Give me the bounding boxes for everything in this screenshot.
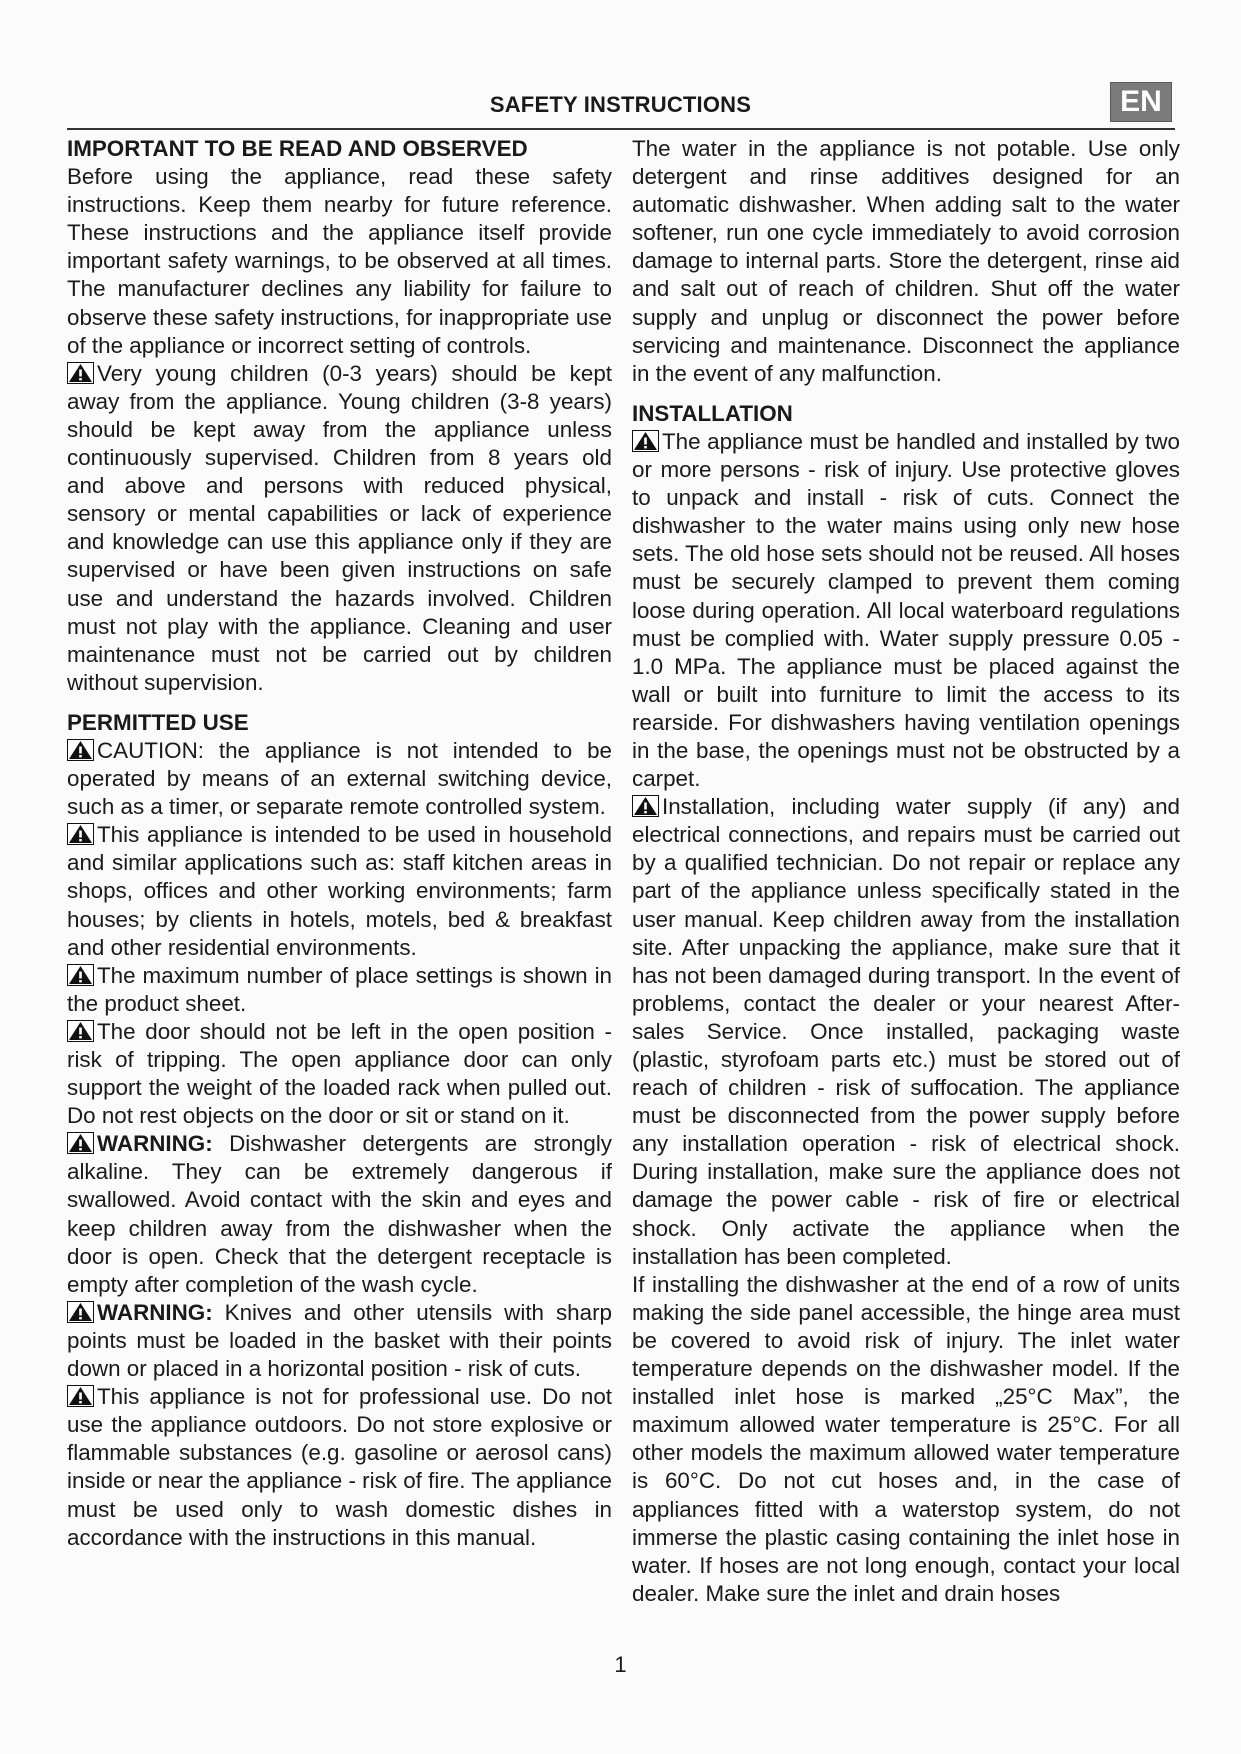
paragraph-children-text: Very young children (0-3 years) should be kept away from the appliance. Young children (3-8 years) should be kept away from the appliance unless continuously supervised. Children from 8 years old and above and persons with reduced physical, sensory or mental capabilities or lack of experience and knowledge can use this appliance only if they are supervised or have been given instructions on safe use and understand the hazards involved. Children must not play with the appliance. Cleaning and user maintenance must not be carried out by children without supervision. <box>67 360 612 695</box>
paragraph-caution-text: CAUTION: the appliance is not intended to be operated by means of an external switching device, such as a timer, or separate remote controlled system. <box>67 737 612 820</box>
section-heading-important: IMPORTANT TO BE READ AND OBSERVED <box>67 136 528 161</box>
warning-triangle-icon <box>67 362 94 384</box>
paragraph-warning-knives <box>67 1299 612 1383</box>
warning-triangle-icon <box>67 964 94 986</box>
warning-triangle-icon <box>67 1301 94 1323</box>
paragraph-technician <box>632 793 1180 1271</box>
paragraph-children <box>67 360 612 697</box>
warning-triangle-icon <box>67 739 94 761</box>
paragraph-place-settings <box>67 962 612 1018</box>
paragraph-row-end: If installing the dishwasher at the end of a row of units making the side panel accessible, the hinge area must be covered to avoid risk of injury. The inlet water temperature depends on the dishwasher model. If the installed inlet hose is marked „25°C Max”, the maximum allowed water temperature is 25°C. For all other models the maximum allowed water temperature is 60°C. Do not cut hoses and, in the case of appliances fitted with a waterstop system, do not immerse the plastic casing containing the inlet hose in water. If hoses are not long enough, contact your local dealer. Make sure the inlet and drain hoses <box>632 1271 1180 1606</box>
warning-triangle-icon <box>67 1385 94 1407</box>
warning-label: WARNING: <box>97 1299 213 1325</box>
section-heading-installation: INSTALLATION <box>632 400 793 426</box>
left-column <box>67 135 612 1552</box>
paragraph-intro: Before using the appliance, read these safety instructions. Keep them nearby for future reference. These instructions and the appliance itself provide important safety warnings, to be observed at all times. The manufacturer declines any liability for failure to observe these safety instructions, for inappropriate use of the appliance or incorrect setting of controls. <box>67 164 612 358</box>
page-title: SAFETY INSTRUCTIONS <box>489 92 752 117</box>
paragraph-caution <box>67 737 612 821</box>
section-heading-permitted-use: PERMITTED USE <box>67 709 249 735</box>
warning-triangle-icon <box>632 430 659 452</box>
paragraph-warning-knives-text: Knives and other utensils with sharp points must be loaded in the basket with their points down or placed in a horizontal position - risk of cuts. <box>67 1299 612 1382</box>
right-column <box>632 135 1180 1608</box>
paragraph-warning-detergents-text: Dishwasher detergents are strongly alkaline. They can be extremely dangerous if swallowed. Avoid contact with the skin and eyes and keep children away from the dishwasher when the door is open. Check that the detergent receptacle is empty after completion of the wash cycle. <box>67 1131 612 1297</box>
language-badge: EN <box>1110 82 1172 122</box>
warning-triangle-icon <box>67 1132 94 1154</box>
paragraph-handling-text: The appliance must be handled and installed by two or more persons - risk of injury. Use protective gloves to unpack and install - risk of cuts. Connect the dishwasher to the water mains using only new hose sets. The old hose sets should not be reused. All hoses must be securely clamped to prevent them coming loose during operation. All local waterboard regulations must be complied with. Water supply pressure 0.05 - 1.0 MPa. The appliance must be placed against the wall or built into furniture to limit the access to its rearside. For dishwashers having ventilation openings in the base, the openings must not be obstructed by a carpet. <box>632 428 1180 792</box>
paragraph-water: The water in the appliance is not potable. Use only detergent and rinse additives designed for an automatic dishwasher. When adding salt to the water softener, run one cycle immediately to avoid corrosion damage to internal parts. Store the detergent, rinse aid and salt out of reach of children. Shut off the water supply and unplug or disconnect the power before servicing and maintenance. Disconnect the appliance in the event of any malfunction. <box>632 136 1180 386</box>
header-divider <box>67 128 1175 130</box>
paragraph-handling <box>632 428 1180 793</box>
warning-label: WARNING: <box>97 1131 213 1157</box>
paragraph-household-text: This appliance is intended to be used in household and similar applications such as: staff kitchen areas in shops, offices and other working environments; farm houses; by clients in hotels, motels, bed & breakfast and other residential environments. <box>67 822 612 960</box>
paragraph-warning-detergents <box>67 1130 612 1299</box>
paragraph-professional-use-text: This appliance is not for professional use. Do not use the appliance outdoors. Do not store explosive or flammable substances (e.g. gasoline or aerosol cans) inside or near the appliance - risk of fire. The appliance must be used only to wash domestic dishes in accordance with the instructions in this manual. <box>67 1384 612 1550</box>
paragraph-technician-text: Installation, including water supply (if any) and electrical connections, and repairs must be carried out by a qualified technician. Do not repair or replace any part of the appliance unless specifically stated in the user manual. Keep children away from the installation site. After unpacking the appliance, make sure that it has not been damaged during transport. In the event of problems, contact the dealer or your nearest After-sales Service. Once installed, packaging waste (plastic, styrofoam parts etc.) must be stored out of reach of children - risk of suffocation. The appliance must be disconnected from the power supply before any installation operation - risk of electrical shock. During installation, make sure the appliance does not damage the power cable - risk of fire or electrical shock. Only activate the appliance when the installation has been completed. <box>632 794 1180 1269</box>
paragraph-household <box>67 821 612 961</box>
paragraph-professional-use <box>67 1383 612 1552</box>
warning-triangle-icon <box>67 823 94 845</box>
paragraph-door-text: The door should not be left in the open position - risk of tripping. The open appliance door can only support the weight of the loaded rack when pulled out. Do not rest objects on the door or sit or stand on it. <box>67 1018 612 1129</box>
paragraph-place-settings-text: The maximum number of place settings is shown in the product sheet. <box>67 962 612 1016</box>
warning-triangle-icon <box>67 1020 94 1042</box>
paragraph-door <box>67 1018 612 1130</box>
page-number: 1 <box>614 1652 627 1677</box>
warning-triangle-icon <box>632 795 659 817</box>
